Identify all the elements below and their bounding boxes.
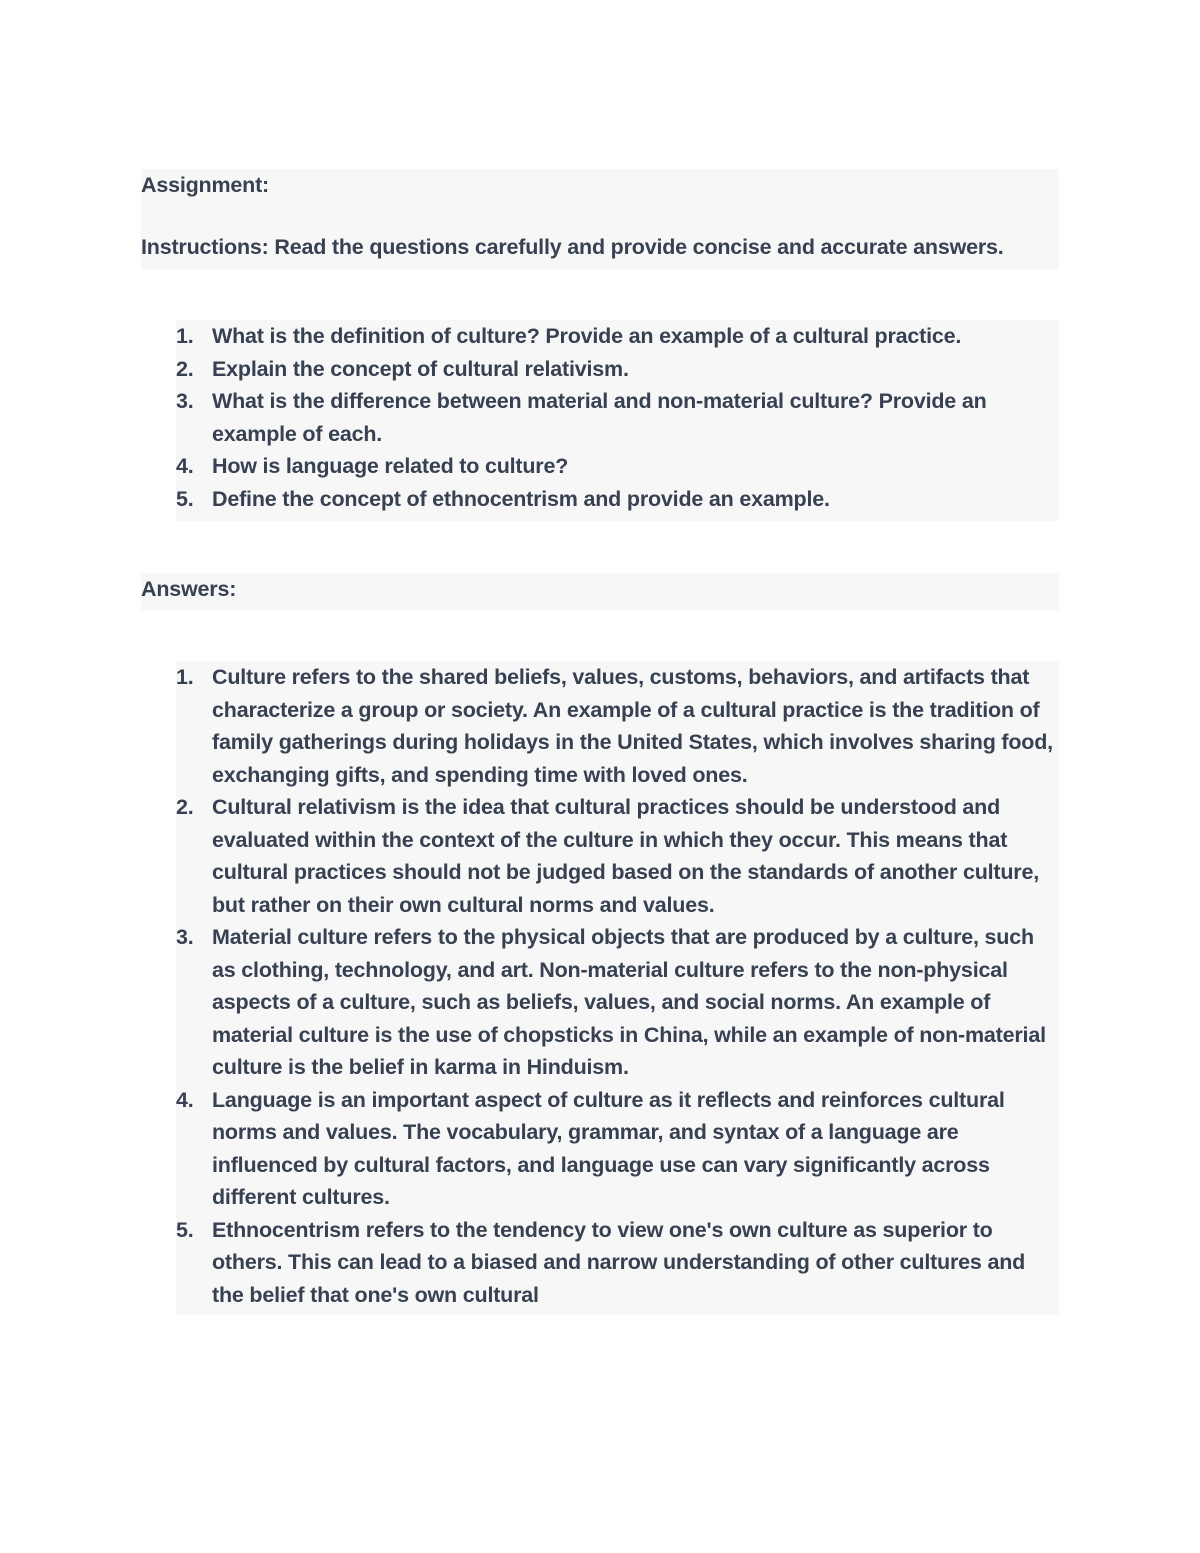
answer-text: Language is an important aspect of culture as it reflects and reinforces cultural norms and values. The vocabulary, grammar, and syntax of a language are influenced by cultural factors, and language use can vary significantly across different cultures. [212, 1087, 1005, 1209]
answer-number: 3. [176, 925, 194, 949]
answer-item [176, 791, 1053, 921]
answer-text: Cultural relativism is the idea that cultural practices should be understood and evaluated within the context of the culture in which they occur. This means that cultural practices should not be judged based on the standards of another culture, but rather on their own cultural norms and values. [212, 795, 1039, 917]
questions-section [176, 320, 1059, 521]
answer-number: 2. [176, 795, 194, 819]
question-number: 4. [176, 454, 194, 478]
answer-item [176, 661, 1053, 791]
question-text: What is the definition of culture? Provide an example of a cultural practice. [212, 324, 962, 348]
question-number: 1. [176, 324, 194, 348]
answer-text: Material culture refers to the physical objects that are produced by a culture, such as clothing, technology, and art. Non-material culture refers to the non-physical aspects of a culture, such as beliefs, values, and social norms. An example of material culture is the use of chopsticks in China, while an example of non-material culture is the belief in karma in Hinduism. [212, 925, 1046, 1079]
question-text: How is language related to culture? [212, 454, 569, 478]
assignment-header [141, 169, 1059, 269]
question-item [176, 385, 1053, 450]
answer-item [176, 921, 1053, 1084]
answer-text: Culture refers to the shared beliefs, values, customs, behaviors, and artifacts that characterize a group or society. An example of a cultural practice is the tradition of family gatherings during holidays in the United States, which involves sharing food, exchanging gifts, and spending time with loved ones. [212, 665, 1053, 787]
questions-list [176, 320, 1059, 515]
answers-heading: Answers: [141, 577, 237, 601]
question-text: Define the concept of ethnocentrism and provide an example. [212, 486, 830, 511]
question-item [176, 320, 1053, 353]
answer-item [176, 1084, 1053, 1214]
question-number: 5. [176, 486, 194, 511]
question-number: 3. [176, 389, 194, 413]
question-number: 2. [176, 356, 194, 381]
answer-item [176, 1214, 1053, 1312]
question-item [176, 483, 1053, 516]
instructions-text: Instructions: Read the questions carefully and provide concise and accurate answers. [141, 235, 1004, 259]
answer-number: 4. [176, 1087, 194, 1112]
assignment-label: Assignment: [141, 173, 270, 197]
question-text: Explain the concept of cultural relativism. [212, 356, 629, 381]
answers-section [176, 661, 1059, 1315]
question-item [176, 353, 1053, 386]
answers-list [176, 661, 1059, 1311]
question-item [176, 450, 1053, 483]
answer-number: 5. [176, 1217, 194, 1242]
answer-text: Ethnocentrism refers to the tendency to view one's own culture as superior to others. This can lead to a biased and narrow understanding of other cultures and the belief that one's own cultural [212, 1217, 1026, 1307]
question-text: What is the difference between material and non-material culture? Provide an example of each. [212, 389, 987, 446]
answer-number: 1. [176, 665, 194, 689]
answers-heading-section [141, 573, 1059, 610]
